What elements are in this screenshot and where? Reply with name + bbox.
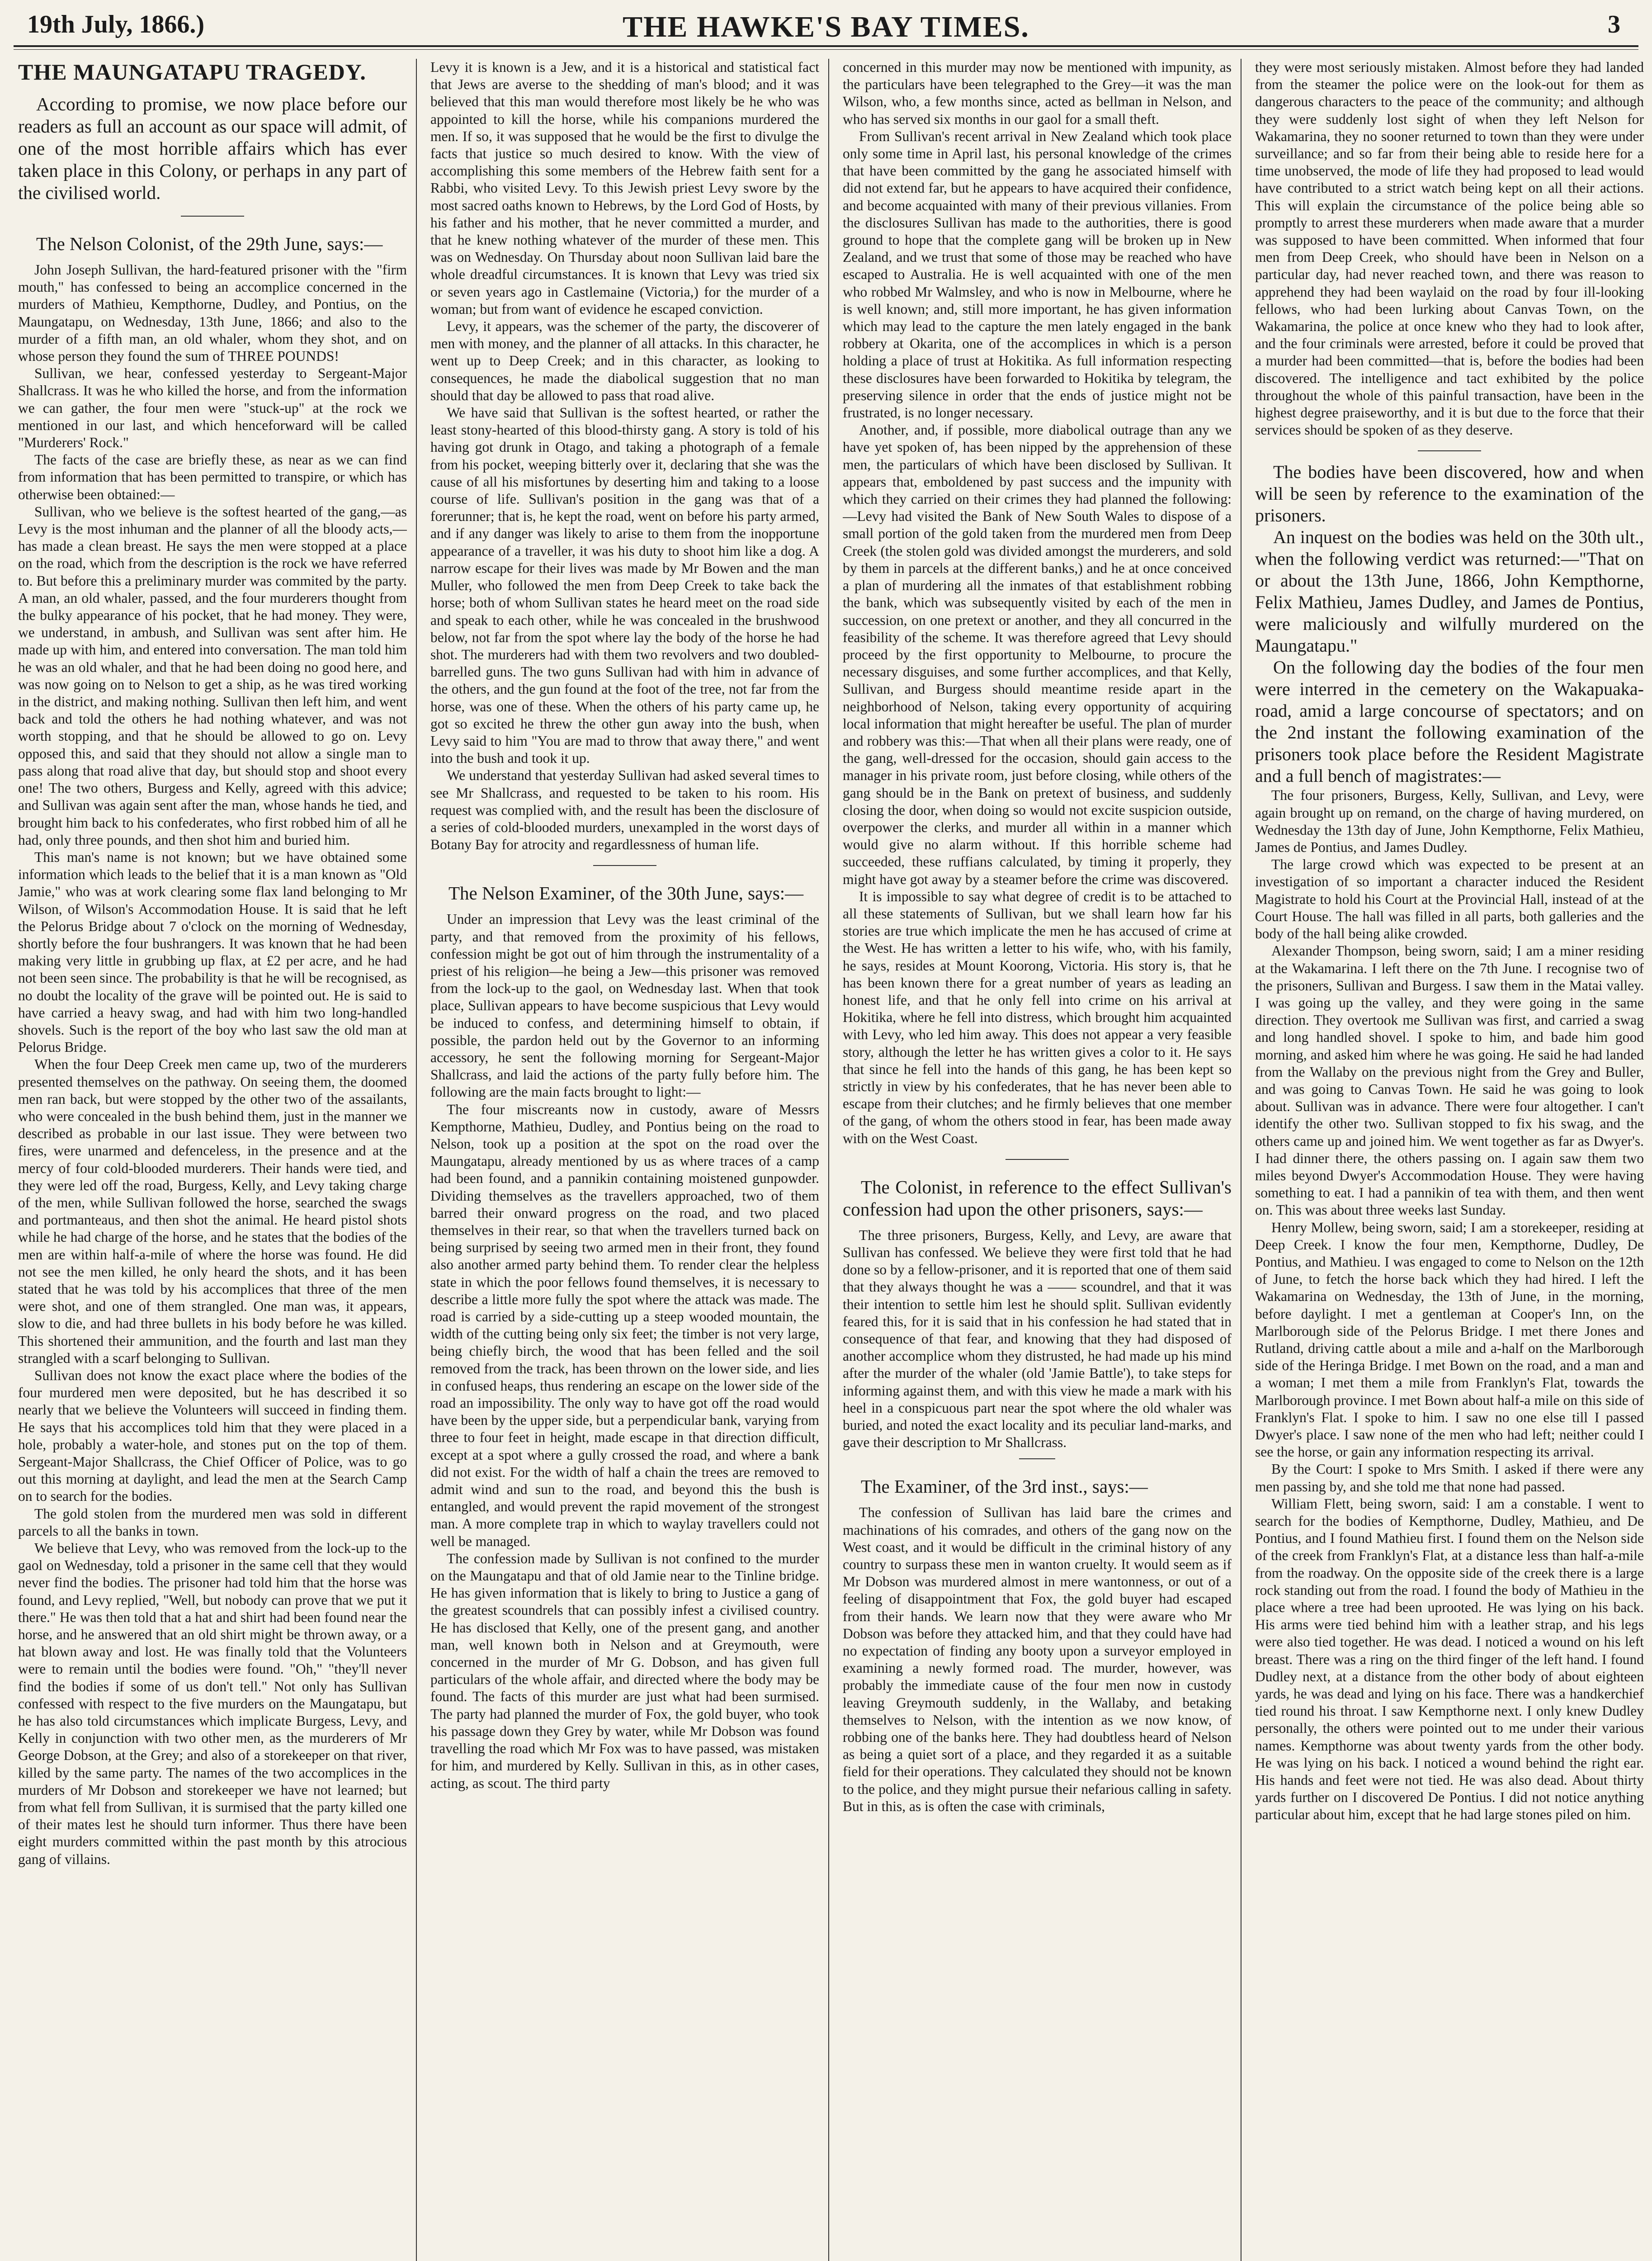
paragraph: Levy, it appears, was the schemer of the party, the discoverer of men with money, and the planner of all attacks. In this character, he went up to Deep Creek; and in this character, as looking to consequences, he made the diabolical suggestion that no man should that day be allowed to pass that road alive. <box>430 318 819 403</box>
intro-paragraph: According to promise, we now place before our readers as full an account as our space will admit, of one of the most horrible affairs which has ever taken place in this Colony, or perhaps in any part of the civilised world. <box>18 94 407 203</box>
paragraph: This man's name is not known; but we have obtained some information which leads to the belief that it is a man known as "Old Jamie," who was at work clearing some flax land belonging to Mr Wilson, of Wilson's Accommodation House. It is said that he left the Pelorus Bridge about 7 o'clock on the morning of Wednesday, shortly before the four bushrangers. It was known that he had been making very little in grubbing up flax, at £2 per acre, and he had not been seen since. The probability is that he will be recognised, as no doubt the locality of the grave will be pointed out. He is said to have carried a heavy swag, and had with him two long-handled shovels. Such is the report of the boy who last saw the old man at Pelorus Bridge. <box>18 849 407 1055</box>
column-divider <box>416 59 417 2261</box>
paragraph: Another, and, if possible, more diabolical outrage than any we have yet spoken of, has been nipped by the apprehension of these men, the particulars of which have been disclosed by Sullivan. It appears that, emboldened by past success and the impunity with which they carried on their crimes they had planned the following:—Levy had visited the Bank of New South Wales to dispose of a small portion of the gold taken from the murdered men from Deep Creek (the stolen gold was divided amongst the murderers, and sold by them in parcels at the different banks,) and he at once conceived a plan of murdering all the inmates of that establishment robbing the bank, which was subsequently visited by each of the men in succession, on one pretext or another, and they all concurred in the feasibility of the scheme. It was therefore agreed that Levy should proceed by the first opportunity to Melbourne, to procure the necessary disguises, and some further accomplices, and that Kelly, Sullivan, and Burgess should meantime reside apart in the neighborhood of Nelson, taking every opportunity of acquiring local information that might hereafter be useful. The plan of murder and robbery was this:—That when all their plans were ready, one of the gang, well-dressed for the occasion, should gain access to the manager in his private room, just before closing, while others of the gang should be in the Bank on pretext of business, and suddenly closing the door, when doing so would not excite suspicion outside, overpower the clerks, and murder all within in a manner which would give no alarm without. If this horrible scheme had succeeded, these ruffians calculated, by timing it properly, they might have got away by a steamer before the crime was discovered. <box>843 422 1232 887</box>
paragraph: We believe that Levy, who was removed from the lock-up to the gaol on Wednesday, told a prisoner in the same cell that they would never find the bodies. The prisoner had told him that the horse was found, and Levy replied, "Well, but nobody can prove that we put it there." He was then told that a hat and shirt had been found near the horse, and he answered that an old shirt might be thrown away, or a hat blown away and lost. He was finally told that the Volunteers were to remain until the bodies were found. "Oh," "they'll never find the bodies if some of us don't tell." Not only has Sullivan confessed with respect to the five murders on the Maungatapu, but he has also told circumstances which implicate Burgess, Levy, and Kelly in conjunction with two other men, as the murderers of Mr George Dobson, at the Grey; and also of a storekeeper on that river, killed by the same party. The names of the two accomplices in the murders of Mr Dobson and storekeeper we have not learned; but from what fell from Sullivan, it is surmised that the party killed one of their mates lest he should turn informer. Thus there have been eight murders committed within the past month by this atrocious gang of villains. <box>18 1540 407 1867</box>
paragraph: It is impossible to say what degree of credit is to be attached to all these statements of Sullivan, but we shall learn how far his stories are true which implicate the men he has accused of crime at the West. He has written a letter to his wife, who, with his family, he says, resides at Mount Koorong, Victoria. His story is, that he has been known there for a great number of years as leading an honest life, and that he only fell into crime on his arrival at Hokitika, where he fell into distress, which brought him acquainted with Levy, who led him away. This does not appear a very feasible story, although the letter he has written gives a color to it. He says that since he fell into the hands of this gang, he has been kept so strictly in view by his confederates, that he has never been able to escape from their clutches; and he firmly believes that one member of the gang, of whom the others stood in fear, has been made away with on the West Coast. <box>843 888 1232 1146</box>
paragraph: The four miscreants now in custody, aware of Messrs Kempthorne, Mathieu, Dudley, and Pontius being on the road to Nelson, took up a position at the spot on the road over the Maungatapu, already mentioned by us as where traces of a camp had been found, and a pannikin containing moistened gunpowder. Dividing themselves as the travellers approached, two of them barred their onward progress on the road, and two placed themselves in their rear, so that when the travellers turned back on being surprised by seeing two armed men in their front, they found also another armed party behind them. To render clear the helpless state in which the poor fellows found themselves, it is necessary to describe a little more fully the spot where the attack was made. The road is carried by a side-cutting up a steep wooded mountain, the width of the cutting being only six feet; the timber is not very large, being chiefly birch, the wood that has been felled and the soil removed from the track, has been thrown on the lower side, and lies in confused heaps, thus rendering an escape on the lower side of the road an impossibility. The only way to have got off the road would have been by the upper side, but a perpendicular bank, varying from three to four feet in height, made escape in that direction difficult, except at a spot where a gully crossed the road, and where a bank did not exist. For the width of half a chain the trees are removed to admit wind and sun to the road, and beyond this the bush is entangled, and would prevent the rapid movement of the strongest man. A more complete trap in which to waylay travellers could not well be managed. <box>430 1101 819 1549</box>
column-divider <box>828 59 829 2261</box>
column-4 <box>1255 59 1644 2261</box>
paragraph: they were most seriously mistaken. Almost before they had landed from the steamer the police were on the look-out for them as dangerous characters to the peace of the community; and although they were suddenly lost sight of when they left Nelson for Wakamarina, they no sooner returned to town than they were under surveillance; and so far from their being able to reside here for a time unobserved, the mode of life they had proposed to lead would have contributed to a strict watch being kept on all their actions. This will explain the circumstance of the police being able so promptly to arrest these murderers when made aware that a murder was supposed to have been committed. When informed that four men from Deep Creek, who should have been in Nelson on a particular day, had never reached town, and there was reason to apprehend they had been waylaid on the road by four ill-looking fellows, who had been lurking about Canvas Town, on the Wakamarina, the police at once knew who they had to look after, and the four criminals were arrested, before it could be proved that a murder had been committed—that is, before the bodies had been discovered. The intelligence and tact exhibited by the police throughout the whole of this painful transaction, have been in the highest degree praiseworthy, and it is but due to the force that their services should be spoken of as they deserve. <box>1255 59 1644 438</box>
paragraph: concerned in this murder may now be mentioned with impunity, as the particulars have been telegraphed to the Grey—it was the man Wilson, who, a few months since, acted as bellman in Nelson, and who has served six months in our gaol for a small theft. <box>843 59 1232 127</box>
section-heading-examiner: The Nelson Examiner, of the 30th June, says:— <box>448 883 804 904</box>
paragraph: John Joseph Sullivan, the hard-featured prisoner with the "firm mouth," has confessed to being an accomplice concerned in the murders of Mathieu, Kempthorne, Dudley, and Pontius, on the Maungatapu, on Wednesday, 13th June, 1866; and also to the murder of a fifth man, an old whaler, whom they shot, and on whose person they found the sum of THREE POUNDS! <box>18 262 407 364</box>
large-type-section <box>1255 461 1644 787</box>
column-1 <box>18 59 407 2261</box>
paragraph: We have said that Sullivan is the softest hearted, or rather the least stony-hearted of this blood-thirsty gang. A story is told of his having got drunk in Otago, and taking a photograph of a female from his pocket, weeping bitterly over it, declaring that she was the cause of all his misfortunes by deserting him and taking to a loose course of life. Sullivan's position in the gang was that of a forerunner; that is, he kept the road, went on before his party armed, and if any danger was likely to arise to them from the inopportune appearance of a traveller, it was his duty to shoot him like a dog. A narrow escape for their lives was made by Mr Bowen and the man Muller, who followed the men from Deep Creek to take back the horse; both of whom Sullivan states he heard meet on the road side and speak to each other, while he was concealed in the brushwood below, not far from the spot where lay the body of the horse he had shot. The murderers had with them two revolvers and two doubled-barrelled guns. The two guns Sullivan had with him in advance of the others, and the gun found at the foot of the tree, not far from the horse, was one of these. When the others of his party came up, he got so excited he threw the other gun away into the bush, when Levy said to him "You are mad to throw that away there," and went into the bush and took it up. <box>430 405 819 766</box>
paragraph: Alexander Thompson, being sworn, said; I am a miner residing at the Wakamarina. I left there on the 7th June. I recognise two of the prisoners, Sullivan and Burgess. I saw them in the Matai valley. I was going up the valley, and they were going in the same direction. They overtook me Sullivan was first, and carried a swag and long handled shovel. I spoke to him, and bade him good morning, and asked him where he was going. He said he had landed from the Wallaby on the previous night from the Grey and Buller, and was going to Canvas Town. He said he was going to look about. Sullivan was in advance. There were four altogether. I can't identify the other two. Sullivan stopped to fix his swag, and the others came up and joined him. We went together as far as Dwyer's. I had dinner there, the others passing on. I again saw them two miles beyond Dwyer's Accommodation House. They were having something to eat. I had a pannikin of tea with them, and then went on. This was about three weeks last Sunday. <box>1255 943 1644 1218</box>
masthead-rule <box>14 45 1638 50</box>
paragraph: The large crowd which was expected to be present at an investigation of so important a character induced the Resident Magistrate to hold his Court at the Provincial Hall, instead of at the Court House. The hall was filled in all parts, both galleries and the body of the hall being alike crowded. <box>1255 856 1644 942</box>
paragraph: The confession of Sullivan has laid bare the crimes and machinations of his comrades, and others of the gang now on the West coast, and it would be difficult in the criminal history of any country to surpass these men in wanton cruelty. It would seem as if Mr Dobson was murdered almost in mere wantonness, or out of a feeling of disappointment that Fox, the gold buyer had escaped from their hands. We learn now that they were aware who Mr Dobson was before they attacked him, and that they could have had no expectation of finding any booty upon a surveyor employed in examining a newly formed road. The murder, however, was probably the immediate cause of the four men now in custody leaving Greymouth suddenly, in the Wallaby, and betaking themselves to Nelson, with the intention as we now know, of robbing one of the banks here. They had doubtless heard of Nelson as being a quiet sort of a place, and they regarded it as a suitable field for their operations. They calculated they should not be known to the police, and they might pursue their nefarious calling in safety. But in this, as is often the case with criminals, <box>843 1504 1232 1814</box>
column-2 <box>430 59 819 2261</box>
section-rule <box>1019 1458 1055 1459</box>
paragraph: Sullivan does not know the exact place where the bodies of the four murdered men were deposited, but he has described it so nearly that we believe the Volunteers will succeed in finding them. He says that his accomplices told him that they were placed in a hole, probably a water-hole, and stones put on the top of them. Sergeant-Major Shallcrass, the Chief Officer of Police, was to go out this morning at daylight, and lead the men at the Search Camp on to search for the bodies. <box>18 1367 407 1504</box>
section-rule <box>181 216 244 217</box>
paragraph: The four prisoners, Burgess, Kelly, Sullivan, and Levy, were again brought up on remand, on the charge of having murdered, on Wednesday the 13th day of June, John Kempthorne, Felix Mathieu, James de Pontius, and James Dudley. <box>1255 787 1644 856</box>
paragraph: Levy it is known is a Jew, and it is a historical and statistical fact that Jews are averse to the shedding of man's blood; and it was believed that this man would therefore most likely be he who was appointed to kill the horse, while his companions murdered the men. If so, it was supposed that he would be the first to divulge the facts that justice so much desired to know. With the view of accomplishing this some members of the Hebrew faith sent for a Rabbi, who visited Levy. To this Jewish priest Levy swore by the most sacred oaths known to Hebrews, by the Lord God of Hosts, by his father and his mother, that he never committed a murder, and that he knew nothing whatever of the murder of these men. This was on Wednesday. On Thursday about noon Sullivan laid bare the whole dreadful circumstances. It is known that Levy was tried six or seven years ago in Castlemaine (Victoria,) for the murder of a woman; but from want of evidence he escaped conviction. <box>430 59 819 317</box>
article-intro <box>18 93 407 204</box>
section-heading-colonist: The Nelson Colonist, of the 29th June, says:— <box>36 233 383 254</box>
article-headline: THE MAUNGATAPU TRAGEDY. <box>18 59 366 85</box>
paragraph: When the four Deep Creek men came up, two of the murderers presented themselves on the pathway. On seeing them, the doomed men ran back, but were stopped by the other two of the assailants, who were concealed in the bush behind them, just in the manner we described as probable in our last issue. They were between two fires, were unarmed and defenceless, in the presence and at the mercy of four cold-blooded murderers. Their hands were tied, and they were led off the road, Burgess, Kelly, and Levy taking charge of the men, while Sullivan followed the horse, searched the swags and portmanteaus, and then shot the animal. He heard pistol shots while he had charge of the horse, and he states that the bodies of the men are within half-a-mile of where the horse was found. He did not see the men killed, he only heard the shots, and it has been stated that he was told by his accomplices that three of the men were shot, and one of them strangled. One man was, it appears, slow to die, and had three bullets in his body before he was killed. This shortened their ammunition, and the fourth and last man they strangled with a scarf belonging to Sullivan. <box>18 1056 407 1366</box>
paragraph: By the Court: I spoke to Mrs Smith. I asked if there were any men passing by, and she told me that none had passed. <box>1255 1461 1644 1495</box>
section-rule <box>593 865 656 866</box>
masthead <box>27 10 1625 43</box>
paragraph: Under an impression that Levy was the least criminal of the party, and that removed from the proximity of his fellows, confession might be got out of him through the instrumentality of a priest of his religion—he being a Jew—this prisoner was removed from the lock-up to the gaol, on Wednesday last. When that took place, Sullivan appears to have become suspicious that Levy would be induced to confess, and determining himself to obtain, if possible, the pardon held out by the Governor to an informing accessory, he sent the following morning for Sergeant-Major Shallcrass, and laid the actions of the party fully before him. The following are the main facts brought to light:— <box>430 911 819 1100</box>
newspaper-title: THE HAWKE'S BAY TIMES. <box>623 10 1029 43</box>
paragraph: The three prisoners, Burgess, Kelly, and Levy, are aware that Sullivan has confessed. We believe they were first told that he had done so by a fellow-prisoner, and it is reported that one of them said that they always thought he was a —— scoundrel, and that it was their intention to settle him lest he should split. Sullivan evidently feared this, for it is said that in his confession he had stated that in consequence of that fear, and knowing that they had disposed of another accomplice whom they distrusted, he had made up his mind after the murder of the whaler (old 'Jamie Battle'), to take steps for informing against them, and with this view he made a mark with his heel in a conspicuous part near the spot where the old whaler was buried, and noted the exact locality and its peculiar land-marks, and gave their description to Mr Shallcrass. <box>843 1227 1232 1451</box>
paragraph: From Sullivan's recent arrival in New Zealand which took place only some time in April last, his personal knowledge of the crimes that have been committed by the gang he associated himself with did not extend far, but he appears to have acquired their confidence, and become acquainted with many of their previous villanies. From the disclosures Sullivan has made to the authorities, there is good ground to hope that the complete gang will be broken up in New Zealand, and we trust that some of those may be reached who have escaped to Australia. He is well acquainted with one of the men who robbed Mr Walmsley, and who is now in Melbourne, where he is well known; and, still more important, he has given information which may lead to the capture the men lately engaged in the bank robbery at Okarita, one of the accomplices in which is a person holding a place of trust at Hokitika. As full information respecting these disclosures have been forwarded to Hokitika by telegram, the preserving silence in order that the ends of justice might not be frustrated, is no longer necessary. <box>843 128 1232 421</box>
section-heading-colonist-reference: The Colonist, in reference to the effect Sullivan's confession had upon the other prisoners, says:— <box>843 1176 1232 1220</box>
paragraph: Sullivan, who we believe is the softest hearted of the gang,—as Levy is the most inhuman and the planner of all the bloody acts,—has made a clean breast. He says the men were stopped at a place on the road, which from the description is the rock we have referred to. But before this a preliminary murder was commited by the party. A man, an old whaler, passed, and the four murderers thought from the bulky appearance of his pocket, that he had money. They were, we understand, in ambush, and Sullivan was sent after him. He made up with him, and entered into conversation. The man told him he was an old whaler, and that he had been doing no good here, and was now going on to Nelson to get a ship, as he was tired working in the district, and making nothing. Sullivan then left him, and went back and told the others he had nothing whatever, and was not worth stopping, and that he should be allowed to go on. Levy opposed this, and said that they should not allow a single man to pass along that road alive that day, but should stop and shoot every one! The two others, Burgess and Kelly, agreed with this advice; and Sullivan was again sent after the man, whose hands he tied, and brought him back to his confederates, who first robbed him of all he had, only three pounds, and then shot him and buried him. <box>18 503 407 848</box>
paragraph: The confession made by Sullivan is not confined to the murder on the Maungatapu and that of old Jamie near to the Tinline bridge. He has given information that is likely to bring to Justice a gang of the greatest scoundrels that can possibly infest a civilised country. He has disclosed that Kelly, one of the present gang, and another man, well known both in Nelson and at Greymouth, were concerned in the murder of Mr G. Dobson, and has given full particulars of the whole affair, and directed where the body may be found. The facts of this murder are just what had been surmised. The party had planned the murder of Fox, the gold buyer, who took his passage down they Grey by water, while Mr Dobson was found travelling the road which Mr Fox was to have passed, was mistaken for him, and murdered by Kelly. Sullivan in this, as in other cases, acting, as scout. The third party <box>430 1550 819 1791</box>
page-number: 3 <box>1608 10 1620 38</box>
section-rule <box>1418 450 1481 451</box>
inquest-paragraph: An inquest on the bodies was held on the 30th ult., when the following verdict was returned:—"That on or about the 13th June, 1866, John Kempthorne, Felix Mathieu, James Dudley, and James de Pontius, were maliciously and wilfully murdered on the Maungatapu." <box>1255 527 1644 656</box>
funeral-paragraph: On the following day the bodies of the four men were interred in the cemetery on the Wakapuaka-road, amid a large concourse of spectators; and on the 2nd instant the following examination of the prisoners took place before the Resident Magistrate and a full bench of magistrates:— <box>1255 657 1644 786</box>
bodies-discovered-paragraph: The bodies have been discovered, how and when will be seen by reference to the examination of the prisoners. <box>1255 462 1644 526</box>
paragraph: The facts of the case are briefly these, as near as we can find from information that has been permitted to transpire, or which has otherwise been obtained:— <box>18 452 407 502</box>
paragraph: We understand that yesterday Sullivan had asked several times to see Mr Shallcrass, and requested to be taken to his room. His request was complied with, and the result has been the disclosure of a series of cold-blooded murders, unexampled in the worst days of Botany Bay for atrocity and regardlessness of human life. <box>430 767 819 853</box>
paragraph: The gold stolen from the murdered men was sold in different parcels to all the banks in town. <box>18 1505 407 1539</box>
issue-date: 19th July, 1866.) <box>27 10 205 38</box>
paragraph: William Flett, being sworn, said: I am a constable. I went to search for the bodies of Kempthorne, Dudley, Mathieu, and De Pontius, and I found Mathieu first. I found them on the Nelson side of the creek from Franklyn's Flat, at a distance less than half-a-mile from the roadway. On the opposite side of the creek there is a large rock standing out from the road. I found the body of Mathieu in the place where a tree had been uprooted. He was lying on his back. His arms were tied behind him with a leather strap, and his legs were also tied together. He was dead. I noticed a wound on his left breast. There was a ring on the third finger of the left hand. I found Dudley next, at a distance from the other body of about eighteen yards, he was dead and lying on his face. There was a handkerchief tied round his throat. I saw Kempthorne next. I only knew Dudley personally, the others were pointed out to me under their various names. Kempthorne was about twenty yards from the other body. He was lying on his back. I noticed a wound behind the right ear. His hands and feet were not tied. He was also dead. About thirty yards further on I discovered De Pontius. I did not notice anything particular about him, except that he had large stones piled on him. <box>1255 1495 1644 1823</box>
section-rule <box>1005 1159 1069 1160</box>
paragraph: Sullivan, we hear, confessed yesterday to Sergeant-Major Shallcrass. It was he who killed the horse, and from the information we can gather, the four men were "stuck-up" at the rock we mentioned in our last, and which henceforward will be called "Murderers' Rock." <box>18 365 407 451</box>
paragraph: Henry Mollew, being sworn, said; I am a storekeeper, residing at Deep Creek. I know the four men, Kempthorne, Dudley, De Pontius, and Mathieu. I was engaged to come to Nelson on the 12th of June, to fetch the horse back which they had hired. I left the Wakamarina on Wednesday, the 13th of June, in the morning, before daylight. I met a gentleman at Cooper's Inn, on the Marlborough side of the Pelorus Bridge. I met there Jones and Rutland, driving cattle about a mile and a-half on the Marlborough side of the Heringa Bridge. I met Bown on the road, and a man and a woman; I met them a mile from Franklyn's Flat, towards the Marlborough province. I met Bown about half-a mile on this side of Franklyn's Flat. I spoke to him. I saw no one else till I passed Dwyer's place. I saw none of the men who had left; neither could I see the horse, or gain any information respecting its arrival. <box>1255 1219 1644 1460</box>
section-heading-examiner-3rd: The Examiner, of the 3rd inst., says:— <box>861 1476 1148 1497</box>
column-3 <box>843 59 1232 2261</box>
